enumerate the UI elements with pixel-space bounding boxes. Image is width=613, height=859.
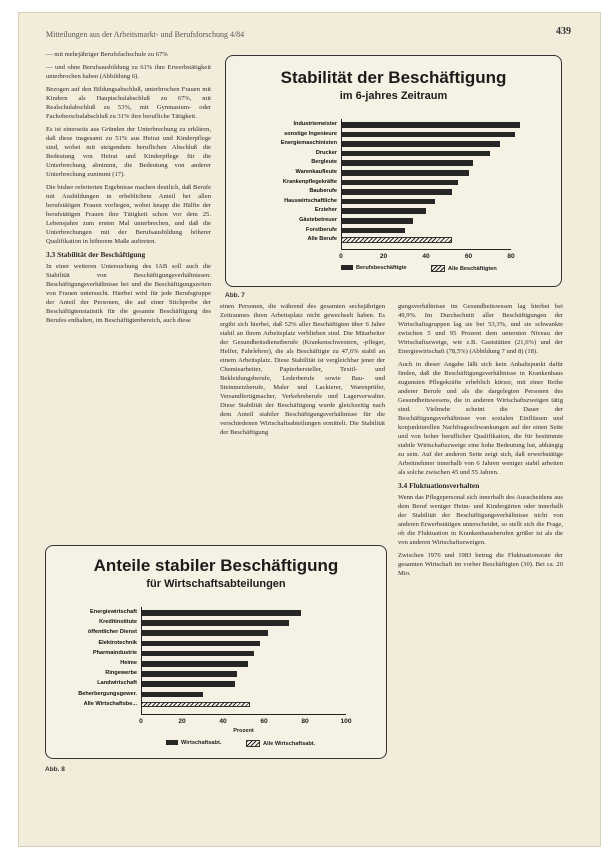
bar	[341, 228, 405, 234]
legend-item	[341, 265, 407, 271]
running-header: Mitteilungen aus der Arbeitsmarkt- und Berufsforschung 4/84	[46, 30, 245, 39]
legend-label: Alle Beschäftigten	[448, 265, 497, 272]
figure-caption: Abb. 8	[45, 766, 65, 773]
legend-swatch	[431, 265, 445, 272]
bar	[341, 199, 435, 205]
category-label: Warenkaufleute	[295, 169, 337, 175]
category-label: Alle Wirtschaftsbe...	[83, 700, 137, 707]
category-label: Beherbergungsgewer.	[78, 690, 137, 697]
x-tick-label: 20	[379, 252, 388, 260]
section-heading: 3.4 Fluktuationsverhalten	[398, 481, 480, 490]
bar	[141, 641, 260, 647]
chart-title: Stabilität der Beschäftigung	[280, 68, 507, 87]
bar	[141, 620, 289, 626]
legend-item	[246, 740, 315, 747]
category-label: Elektrotechnik	[98, 639, 137, 646]
legend-item	[431, 265, 497, 272]
legend-label: Wirtschaftsabt.	[181, 740, 222, 746]
paragraph: — mit mehrjähriger Berufsfachschule zu 67%	[46, 51, 168, 58]
category-label: Ringewerbe	[105, 670, 137, 677]
bar	[341, 122, 520, 128]
category-label: Heime	[120, 660, 137, 666]
bar	[141, 681, 235, 687]
chart-subtitle: für Wirtschaftsabteilungen	[146, 578, 286, 590]
paragraph: Zwischen 1976 und 1983 betrug die Fluktuationsrate der gesamten Wirtschaft im vorher Beschäftigten (30). Bei ca. 20 Mio.	[398, 552, 563, 577]
bar	[341, 151, 490, 157]
category-label: Kreditinstitute	[99, 619, 137, 626]
chart-subtitle: im 6-jahres Zeitraum	[339, 90, 448, 102]
category-label: sonstige Ingenieure	[284, 130, 337, 137]
chart-stability-occupations	[225, 55, 562, 287]
x-axis-line	[341, 249, 511, 250]
right-column	[398, 302, 563, 832]
bar	[341, 189, 452, 195]
x-tick-label: 100	[340, 718, 352, 725]
category-label: Landwirtschaft	[97, 680, 137, 687]
x-tick-label: 40	[422, 252, 430, 260]
category-label: Alle Berufe	[307, 236, 337, 243]
bar	[141, 661, 248, 667]
x-tick-label: 0	[139, 718, 143, 725]
bar	[341, 237, 452, 243]
section-heading: 3.3 Stabilität der Beschäftigung	[46, 250, 146, 259]
bar	[341, 132, 515, 138]
paragraph: Auch in dieser Angabe läßt sich kein Anhaltspunkt dafür finden, daß die Beschäftigungsverhältnisse in Krankenhaus zugunsten Pflegekräfte erheblich kürzer, mit einer Reihe anderer Berufe und als die dargelegten Personen des Gesundheitswesens, die in anderen Wirtschaftszweigen tätig sind. Vielmehr scheint die Dauer der Beschäftigungsverhältnisse von sozialen Einflüssen und konjunkturellen Nachfrageschwankungen auf der einen Seite und von hoher beruflicher Qualifikation, die für bestimmte stabile Wirtschaftszweige eine hohe Bedeutung hat, abhängig zu sein. Auf der anderen Seite zeigt sich, daß erwerbstätige Arbeitnehmer innerhalb von 6 Jahren weniger stabil arbeiten als solche zwischen 45 und 55 Jahren.	[398, 361, 563, 476]
bar	[141, 651, 254, 657]
y-axis-line	[341, 119, 342, 249]
legend-swatch	[166, 740, 178, 745]
legend-item	[166, 740, 221, 746]
x-tick-label: 20	[178, 718, 186, 725]
chart-title: Anteile stabiler Beschäftigung	[93, 556, 339, 575]
paragraph: — und ohne Berufsausbildung zu 61% ihre Erwerbstätigkeit unterbrochen haben (Abbildung 6).	[46, 64, 211, 80]
paragraph: Wenn das Pflegepersonal sich innerhalb des Ausscheidens aus dem Beruf weniger Heim- und Kindergärten oder innerhalb der Stabilität der Beschäftigungsverhältnisse nicht von anderen Erwerbstätigen unterscheidet, so stellt sich die Frage, ob die Fluktuation in Krankenhausberufen größer ist als die von anderen Wirtschaftszweigen.	[398, 494, 563, 546]
bar	[341, 160, 473, 166]
page-number: 439	[556, 26, 571, 37]
paragraph: gungsverhältnisse im Gesundheitswesen lag hierbei bei 49,9%. Im Durchschnitt aller Beschäftigungen der Wirtschaftsgruppen lag sie bei 53,3%, und sie schwankte zwischen 5 und 95 Prozent dem untersten Niveau der Wirtschaftszweige, wie z.B. Gaststätten (21,6%) und der Energiewirtschaft (78,5%) (Abbildung 7 und 8) (18).	[398, 303, 563, 355]
bar	[341, 180, 458, 186]
bar	[141, 630, 268, 636]
bar	[341, 218, 413, 224]
legend-label: Alle Wirtschaftsabt.	[263, 740, 316, 747]
x-tick-label: 0	[339, 252, 343, 260]
legend-swatch	[341, 265, 353, 270]
category-label: Gästebetreuer	[299, 217, 337, 223]
category-label: Erzieher	[314, 207, 337, 214]
bar	[141, 702, 250, 708]
paragraph: einen Personen, die während des gesamten sechsjährigen Zeitraumes ihren Arbeitsplatz nicht gewechselt haben. Es ergibt sich hierbei, daß 52% aller Beschäftigten über 6 Jahre stabil an ihrem Arbeitsplatz verblieben sind. Die Mitarbeiter der Gesundheitsdienstberufe (Krankenschwestern, -pfleger, Helfer, Fahrlehrer), die als Beschäftigte zu 47,6% stabil an einem Arbeitsplatz. Diese Stabilität ist vergleichbar jener der Chemiearbeiter, Papierhersteller, Textil- und Bekleidungsberufe, Lederberufe sowie Bau- und Steinmetzberufe, Maler und Lackierer, Warenprüfer, Versandfertigmacher, Verkehrsberufe und Lagerverwalter. Diese Stabilität der Beschäftigung wurde gleichzeitig nach dem Anteil stabiler Beschäftigungsverhältnisse für die verschiedenen Wirtschaftsabteilungen ermittelt. Die Stabilität der Beschäftigung	[220, 303, 385, 436]
x-tick-label: 40	[219, 718, 227, 725]
bar	[141, 692, 203, 698]
bar	[341, 208, 426, 214]
bar	[341, 170, 469, 176]
category-label: Forstberufe	[305, 226, 337, 233]
paragraph: Es ist einerseits aus Gründen der Unterbrechung zu erklären, daß diese insgesamt zu 51% aus Heirat und Kinderpflege sind, wobei mit steigendem beruflichen Abschluß die Bedeutung von Heirat und Kinderpflege für die Unterbrechung abnimmt, die Bedeutung von anderer Unterbrechung zunimmt (17).	[46, 126, 211, 178]
category-label: Hauswirtschaftliche	[284, 197, 337, 204]
bar	[141, 610, 301, 616]
middle-column	[220, 302, 385, 542]
x-tick-label: 80	[301, 718, 309, 725]
paragraph: Bezogen auf den Bildungsabschluß, unterbrochen Frauen mit Kindern als Hauptschulabschluß zu 67%, mit Realschulabschluß zu 53%, mit Gymnasium- oder Fachoberschulabschluß zu 31% ihre berufliche Tätigkeit.	[46, 86, 211, 120]
category-label: Pharmaindustrie	[92, 649, 137, 656]
y-axis-line	[141, 607, 142, 714]
category-label: Bergleute	[311, 159, 337, 166]
category-label: Energiemaschinisten	[280, 140, 337, 147]
category-label: Energiewirtschaft	[90, 609, 137, 615]
category-label: Industriemeister	[293, 121, 337, 127]
bar	[341, 141, 500, 147]
legend-label: Berufsbeschäftigte	[356, 264, 407, 271]
x-tick-label: 60	[260, 718, 268, 725]
chart-stability-sectors	[45, 545, 387, 759]
category-label: Drucker	[315, 149, 337, 156]
paragraph: Die bisher referierten Ergebnisse machen deutlich, daß Berufe mit Ausbildungen in erheblichem Anteil bei allen berufstätigen Frauen vorliegen, wobei knapp die Hälfte der berufstätigen Frauen ihre Tätigkeit schon vor dem 25. Lebensjahre zum ersten Mal unterbrechen, und daß die Unterbrechungen mit der Berufsausbildung höherer Qualifikation in höherem Maße auftreten.	[46, 184, 211, 245]
category-label: Bauberufe	[309, 188, 337, 195]
paragraph: In einer weiteren Untersuchung des IAB soll auch die Stabilität von Beschäftigungsverhältnissen: Beschäftigungsverhältnisse bei und die Beschäftigungszeiten von Frauen untersucht. Hierbei wird für jede Berufsgruppe der Anteil der Personen, die auf einer Stichprobe der Beschäftigtenstatistik für die gesamte Beschäftigung des Berufes enthalten, im Beschäftigtenbereich, auch diese	[46, 263, 211, 324]
figure-caption: Abb. 7	[225, 292, 245, 299]
x-axis-line	[141, 714, 346, 715]
category-label: öffentlicher Dienst	[87, 629, 137, 636]
legend-swatch	[246, 740, 260, 747]
x-tick-label: 80	[507, 252, 515, 260]
bar	[141, 671, 237, 677]
category-label: Krankenpflegekräfte	[282, 178, 337, 185]
x-axis-label: Prozent	[233, 728, 254, 734]
left-column	[46, 50, 211, 542]
x-tick-label: 60	[464, 252, 473, 260]
